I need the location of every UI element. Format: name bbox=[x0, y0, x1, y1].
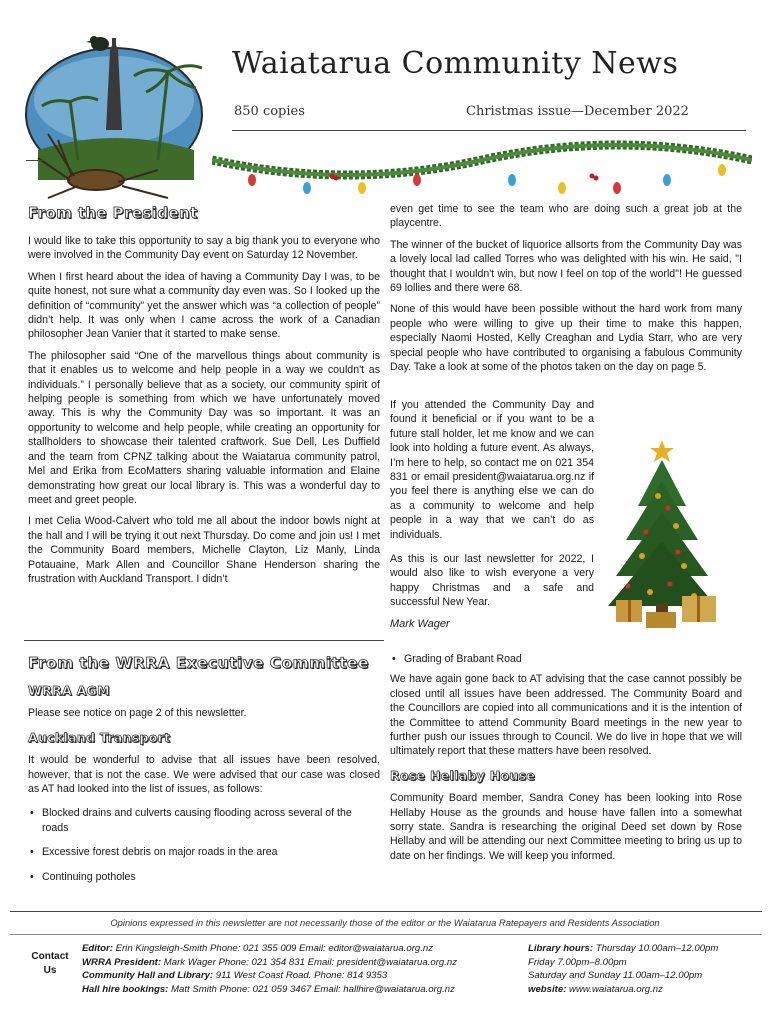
president-narrow-column bbox=[390, 398, 594, 631]
list-item: • Grading of Brabant Road bbox=[390, 652, 742, 666]
website-label: website: bbox=[528, 983, 567, 995]
president-left-column bbox=[28, 234, 380, 593]
contact-info: Erin Kingsleigh-Smith Phone: 021 355 009 Email: editor@waiatarua.org.nz bbox=[112, 943, 434, 954]
contact-role: Community Hall and Library: bbox=[82, 970, 214, 982]
paragraph: I would like to take this opportunity to say a big thank you to everyone who were involved in the Community Day event on Saturday 12 November. bbox=[28, 235, 380, 262]
hours-line: Thursday 10.00am–12.00pm bbox=[593, 943, 719, 954]
paragraph: None of this would have been possible without the hard work from many people who were willing to give up their time to make this happen, especially Naomi Hosted, Kelly Creaghan and Lydia Starr, who are very special people who have contributed to organising a fabulous Community Day. Take a look at some of the photos taken on the day on page 5. bbox=[390, 303, 742, 374]
footer-rule bbox=[10, 911, 762, 912]
issue-date: Christmas issue—December 2022 bbox=[466, 104, 689, 119]
president-right-column bbox=[390, 202, 742, 381]
contact-role: Editor: bbox=[82, 943, 113, 954]
paragraph: even get time to see the team who are doing such a great job at the playcentre. bbox=[390, 203, 742, 230]
transport-followup: We have again gone back to AT advising that the case cannot possibly be closed until all issues have been addressed. The Community Board and the Councillors are copied into all communications and it is the intention of the Committee to attend Community Board meetings in the new year to further push our issues through to Council. We do live in hope that we will ultimately report that these matters have been resolved. bbox=[390, 673, 742, 758]
paragraph: If you attended the Community Day and found it beneficial or if you want to be a future stall holder, let me know and we can look into holding a future event. As always, I’m here to help, so contact me on 021 354 831 or email president@waiatarua.org.nz if you feel there is anything else we can do as a community to welcome and help people in a way that we can’t do as individuals. bbox=[390, 399, 594, 541]
library-hours bbox=[528, 942, 718, 996]
disclaimer: Opinions expressed in this newsletter are not necessarily those of the editor or the Waiatarua Ratepayers and Residents Association bbox=[110, 917, 660, 928]
contact-role: WRRA President: bbox=[82, 956, 162, 968]
committee-left-column bbox=[28, 684, 380, 894]
rose-text: Community Board member, Sandra Coney has been looking into Rose Hellaby House as the grounds and house have fallen into a somewhat sorry state. Sandra is researching the original Deed set down by Rose Hellaby and will be attending our next Committee meeting to bring us up to date on her findings. We will keep you informed. bbox=[390, 792, 742, 862]
issues-list bbox=[28, 806, 380, 884]
hours-line: Saturday and Sunday 11.00am–12.00pm bbox=[528, 970, 703, 982]
website-link[interactable]: www.waiatarua.org.nz bbox=[566, 983, 663, 995]
list-item: • Excessive forest debris on major roads in the area bbox=[28, 845, 380, 859]
contact-label: Contact Us bbox=[31, 951, 69, 976]
transport-heading: Auckland Transport bbox=[28, 729, 171, 745]
paragraph: When I first heard about the idea of having a Community Day I was, to be quite honest, not sure what a community day even was. So I looked up the definition of “community” yet the answer which was “a collection of people” didn’t help. It was only when I came across the work of a Canadian philosopher Jean Vanier that it started to make sense. bbox=[28, 270, 380, 341]
waiatarua-logo bbox=[18, 30, 228, 200]
newsletter-title: Waiatarua Community News bbox=[232, 46, 679, 81]
contact-details bbox=[82, 942, 457, 996]
contact-line bbox=[82, 942, 457, 956]
paragraph: As this is our last newsletter for 2022, I would also like to wish everyone a very happy Christmas and a safe and successful New Year. bbox=[390, 553, 594, 609]
contact-info: Matt Smith Phone: 021 059 3467 Email: hallhire@waiatarua.org.nz bbox=[168, 983, 455, 995]
section-divider bbox=[24, 640, 384, 641]
hours-label: Library hours: bbox=[528, 943, 594, 954]
footer-rule-2 bbox=[10, 934, 762, 935]
contact-info: Mark Wager Phone: 021 354 831 Email: president@waiatarua.org.nz bbox=[161, 956, 458, 968]
contact-role: Hall hire bookings: bbox=[82, 983, 169, 995]
contact-info: 911 West Coast Road. Phone: 814 9353 bbox=[213, 970, 388, 982]
issues-list-continued bbox=[390, 652, 742, 666]
header-rule bbox=[232, 130, 746, 131]
hours-line: Friday 7.00pm–8.00pm bbox=[528, 956, 627, 968]
transport-text: It would be wonderful to advise that all issues have been resolved, however, that is not the case. We were advised that our case was closed as AT had looked into the list of issues, as follows: bbox=[28, 754, 380, 796]
copies-count: 850 copies bbox=[234, 104, 305, 119]
contact-line bbox=[82, 956, 457, 970]
list-item: • Continuing potholes bbox=[28, 870, 380, 884]
president-heading: From the President bbox=[28, 204, 198, 222]
agm-heading: WRRA AGM bbox=[28, 683, 110, 698]
committee-right-column bbox=[390, 652, 742, 870]
contact-line bbox=[82, 969, 457, 983]
christmas-tree-image bbox=[598, 436, 748, 632]
rose-heading: Rose Hellaby House bbox=[390, 767, 536, 783]
committee-heading: From the WRRA Executive Committee bbox=[28, 654, 369, 672]
paragraph: The philosopher said “One of the marvellous things about community is that it enables us to welcome and help people in a way we couldn't as individuals.” I personally believe that as a society, our community spirit of helping people is something from which we have unfortunately moved away. This is why the Community Day was so important. It was an opportunity to welcome and help people, while creating an opportunity for stallholders to showcase their talented craftwork. Sue Dell, Les Duffield and the team from CPNZ talking about the Waiatarua community patrol, Mel and Erika from EcoMatters sharing valuable information and Elaine demonstrating how great our local library is. This was a wonderful day to meet and greet people. bbox=[28, 349, 380, 506]
paragraph: The winner of the bucket of liquorice allsorts from the Community Day was a lovely local lad called Torres who was delighted with his win. He said, "I thought that I wouldn't win, but now I feel on top of the world"! He guessed 69 lollies and there were 68. bbox=[390, 238, 742, 295]
christmas-garland bbox=[212, 140, 752, 200]
paragraph: I met Celia Wood-Calvert who told me all about the indoor bowls night at the hall and I will be trying it out next Thursday. Do come and join us! I met the Community Board members, Michelle Clayton, Liz Manly, Linda Potauaine, Mark Allen and Councillor Shane Henderson sharing the frustration with Auckland Transport. I didn’t bbox=[28, 515, 380, 585]
header-rule-left bbox=[26, 160, 44, 161]
list-item: • Blocked drains and culverts causing flooding across several of the roads bbox=[28, 806, 380, 835]
signature: Mark Wager bbox=[390, 617, 450, 630]
contact-line bbox=[82, 983, 457, 997]
agm-text: Please see notice on page 2 of this newsletter. bbox=[28, 707, 247, 720]
